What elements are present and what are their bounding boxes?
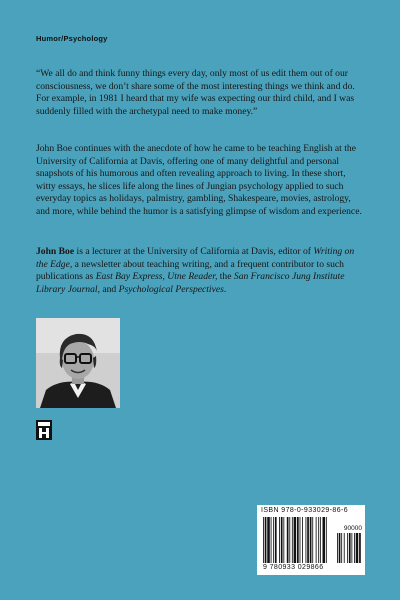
barcode-bar	[326, 517, 327, 563]
barcode-addon-bar	[359, 533, 361, 563]
barcode-bar	[289, 517, 290, 563]
barcode-bar	[320, 517, 321, 563]
barcode-bar	[310, 517, 312, 563]
isbn-barcode	[257, 505, 365, 575]
author-photo	[36, 318, 120, 408]
barcode-bar	[275, 517, 277, 563]
barcode-bar	[279, 517, 280, 563]
barcode-bar	[323, 517, 326, 563]
barcode-bar	[316, 517, 317, 563]
publication-title: East Bay Express, Utne Reader,	[95, 271, 218, 283]
barcode-bar	[302, 517, 303, 563]
barcode-bar	[297, 517, 299, 563]
publisher-logo-icon	[36, 420, 52, 440]
author-bio	[36, 246, 366, 296]
bio-text: .	[223, 283, 227, 295]
bio-text: the	[217, 271, 234, 283]
barcode-bars	[257, 505, 365, 565]
publication-title: San Francisco Jung Institute Library Journal,	[36, 271, 345, 295]
bio-text: and	[99, 283, 119, 295]
price-code: 90000	[343, 525, 362, 532]
chiron-publications-logo	[36, 420, 52, 440]
barcode-bar	[283, 517, 284, 563]
barcode-bar	[306, 517, 307, 563]
book-description: John Boe continues with the anecdote of how he came to be teaching English at the University of California at Davis, offering one of many delightful and personal snapshots of his humorous and often revealing approach to living. In these short, witty essays, he slices life along the lines of Jungian psychology applied to such everyday topics as holidays, palmistry, gambling, Shakespeare, movies, astrology, and more, while behind the humor is a satisfying glimpse of wisdom and experience.	[36, 143, 362, 217]
publication-title: Psychological Perspectives	[118, 283, 224, 295]
barcode-bar	[312, 517, 313, 563]
barcode-addon-bar	[347, 533, 348, 563]
barcode-bar	[263, 517, 264, 563]
publication-title: Writing on the Edge	[36, 246, 355, 270]
barcode-bar	[265, 517, 267, 563]
barcode-bar	[307, 517, 309, 563]
isbn-label: ISBN 978-0-933029-86-6	[261, 507, 349, 514]
bio-text: is a lecturer at the University of California at Davis, editor of	[74, 246, 314, 257]
barcode-bar	[318, 517, 319, 563]
barcode-bar	[294, 517, 297, 563]
barcode-bar	[292, 517, 293, 563]
barcode-addon-bar	[356, 533, 359, 563]
author-portrait-image	[36, 318, 120, 408]
barcode-addon-bar	[354, 533, 355, 563]
bio-text: , a newsletter about teaching writing, and a frequent contributor to such publications as	[36, 258, 344, 283]
category-label: Humor/Psychology	[36, 34, 108, 43]
barcode-addon-bar	[337, 533, 338, 563]
barcode-bar	[287, 517, 289, 563]
barcode-addon-bar	[351, 533, 352, 563]
barcode-addon-bar	[339, 533, 341, 563]
author-name: John Boe	[36, 246, 75, 257]
author-quote: “We all do and think funny things every day, only most of us edit them out of our consciousness, we don’t share some of the most interesting things we think and do. For example, in 1981 I heard that my wife was expecting our third child, and I was suddenly filled with the archetypal need to make money.”	[36, 68, 355, 117]
barcode-bar	[273, 517, 274, 563]
barcode-number: 9 780933 029866	[263, 564, 324, 571]
barcode-addon-bar	[349, 533, 351, 563]
barcode-bar	[267, 517, 270, 563]
barcode-bar	[281, 517, 283, 563]
barcode-bar	[300, 517, 301, 563]
barcode-addon-bar	[344, 533, 345, 563]
barcode-bar	[271, 517, 272, 563]
barcode-addon-bar	[341, 533, 342, 563]
